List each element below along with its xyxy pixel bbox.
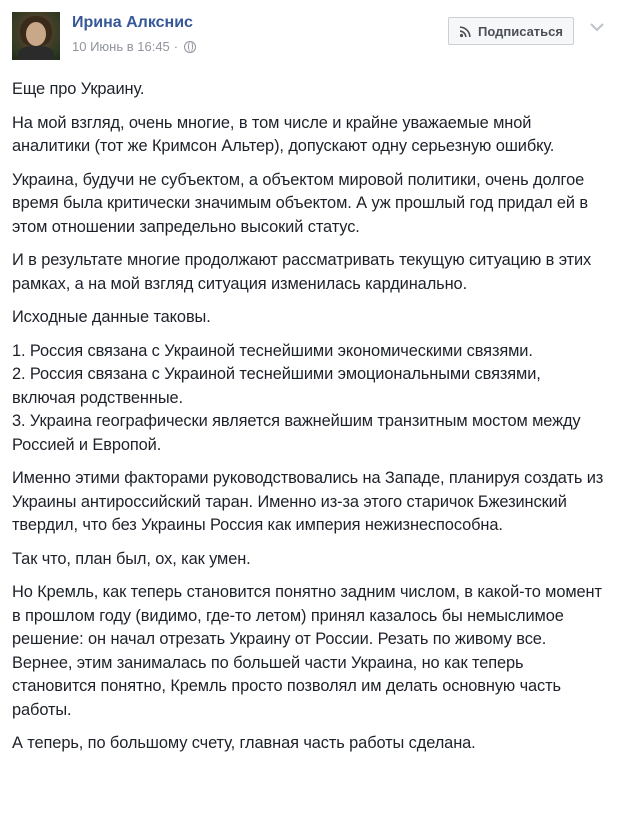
globe-icon[interactable] xyxy=(184,41,196,53)
follow-label: Подписаться xyxy=(477,23,563,39)
post-paragraph: Исходные данные таковы. xyxy=(12,308,211,326)
post-paragraph: А теперь, по большому счету, главная часть работы сделана. xyxy=(12,734,476,752)
author-name[interactable]: Ирина Алкснис xyxy=(72,14,193,31)
chevron-down-icon[interactable] xyxy=(588,18,606,36)
avatar[interactable] xyxy=(12,12,60,60)
post-header xyxy=(12,12,608,62)
post-body xyxy=(12,78,608,766)
list-item: 2. Россия связана с Украиной теснейшими эмоциональными связями, включая родственные. xyxy=(12,365,541,407)
follow-button[interactable] xyxy=(448,17,574,45)
post-paragraph: Украина, будучи не субъектом, а объектом мировой политики, очень долгое время была критически значимым объектом. А уж прошлый год придал ей в этом отношении запредельно высокий статус. xyxy=(12,170,589,236)
post-paragraph: И в результате многие продолжают рассматривать текущую ситуацию в этих рамках, а на мой взгляд ситуация изменилась кардинально. xyxy=(12,251,592,293)
list-item: 1. Россия связана с Украиной теснейшими экономическими связями. xyxy=(12,341,533,360)
numbered-list xyxy=(12,340,608,458)
post-paragraph: Еще про Украину. xyxy=(12,80,145,98)
rss-icon xyxy=(459,25,472,38)
post-paragraph: Но Кремль, как теперь становится понятно задним числом, в какой-то момент в прошлом году (видимо, где-то летом) принял казалось бы немыслимое решение: он начал отрезать Украину от России. Резать по живому все. Вернее, этим занималась по большей части Украина, но как теперь становится понятно, Кремль просто позволял им делать основную часть работы. xyxy=(12,583,602,719)
list-item: 3. Украина географически является важнейшим транзитным мостом между Россией и Европой. xyxy=(12,412,581,454)
post-meta xyxy=(72,39,196,54)
post-paragraph: Именно этими факторами руководствовались на Западе, планируя создать из Украины антироссийский таран. Именно из-за этого старичок Бжезинский твердил, что без Украины Россия как империя нежизнеспособна. xyxy=(12,469,604,534)
post-date[interactable]: 10 Июнь в 16:45 xyxy=(72,39,170,54)
separator-dot: · xyxy=(173,39,179,54)
post-paragraph: Так что, план был, ох, как умен. xyxy=(12,549,251,568)
post-paragraph: На мой взгляд, очень многие, в том числе и крайне уважаемые мной аналитики (тот же Кримсон Альтер), допускают одну серьезную ошибку. xyxy=(12,113,555,155)
